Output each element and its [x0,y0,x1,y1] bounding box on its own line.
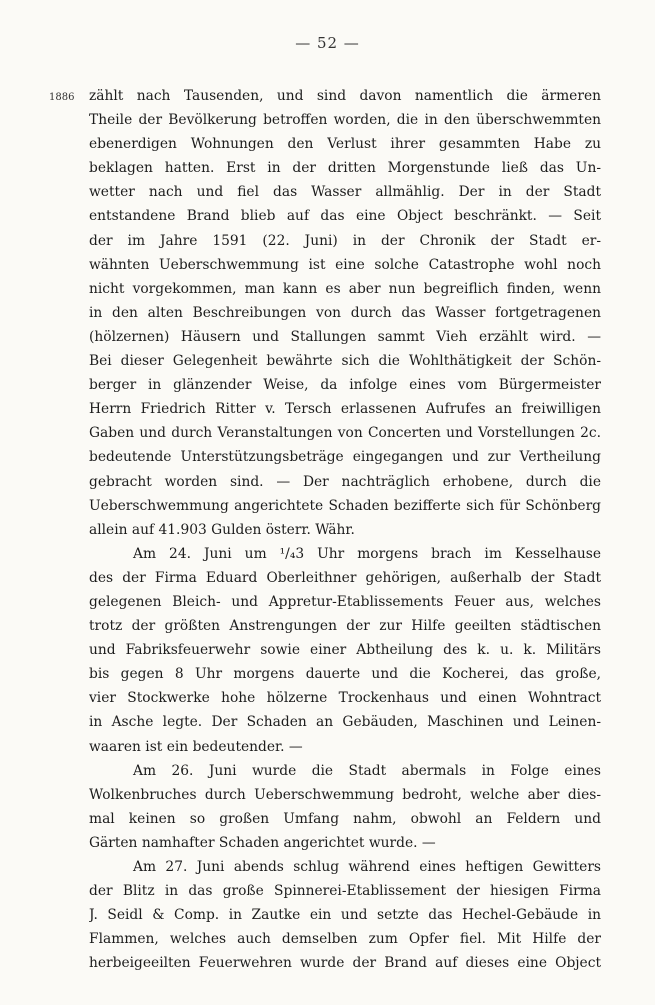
text-line: in Asche legte. Der Schaden an Gebäuden, Maschinen und Leinen- [89,714,601,731]
text-line: allein auf 41.903 Gulden österr. Währ. [89,521,355,538]
text-line: waaren ist ein bedeutender. — [89,738,303,755]
text-line: herbeigeeilten Feuerwehren wurde der Brand auf dieses eine Object [89,955,601,972]
text-line: und Fabriksfeuerwehr sowie einer Abtheilung des k. u. k. Militärs [89,642,601,659]
text-line: Am 27. Juni abends schlug während eines heftigen Gewitters [133,859,601,875]
text-line: der im Jahre 1591 (22. Juni) in der Chronik der Stadt er- [89,232,601,249]
text-line: beklagen hatten. Erst in der dritten Morgenstunde ließ das Un- [89,160,601,177]
text-line: ebenerdigen Wohnungen den Verlust ihrer gesammten Habe zu [89,136,601,153]
text-line: entstandene Brand blieb auf das eine Object beschränkt. — Seit [89,208,601,225]
text-line: Ueberschwemmung angerichtete Schaden bezifferte sich für Schönberg [89,497,601,514]
text-line: vier Stockwerke hohe hölzerne Trockenhaus und einen Wohntract [89,690,601,707]
text-line: Bei dieser Gelegenheit bewährte sich die Wohlthätigkeit der Schön- [89,353,601,370]
text-line: wähnten Ueberschwemmung ist eine solche Catastrophe wohl noch [89,256,601,273]
text-line: Am 26. Juni wurde die Stadt abermals in Folge eines [133,762,601,779]
text-line: Gärten namhafter Schaden angerichtet wurde. — [89,834,436,851]
text-line: Gaben und durch Veranstaltungen von Concerten und Vorstellungen 2c. [89,425,601,442]
text-line: in den alten Beschreibungen von durch das Wasser fortgetragenen [89,304,601,321]
text-line: (hölzernen) Häusern und Stallungen sammt Vieh erzählt wird. — [89,328,601,345]
text-line: nicht vorgekommen, man kann es aber nun begreiflich finden, wenn [89,280,601,297]
text-line: J. Seidl & Comp. in Zautke ein und setzte das Hechel-Gebäude in [89,907,601,924]
text-line: des der Firma Eduard Oberleithner gehörigen, außerhalb der Stadt [89,569,601,586]
text-line: mal keinen so großen Umfang nahm, obwohl an Feldern und [89,810,601,827]
text-line: bis gegen 8 Uhr morgens dauerte und die Kocherei, das große, [89,666,601,683]
text-line: berger in glänzender Weise, da infolge eines vom Bürgermeister [89,377,601,394]
text-line: Wolkenbruches durch Ueberschwemmung bedroht, welche aber dies- [89,786,601,803]
text-line: wetter nach und fiel das Wasser allmählig. Der in der Stadt [89,184,601,201]
text-line: bedeutende Unterstützungsbeträge eingegangen und zur Vertheilung [89,449,601,466]
body-text [89,84,601,975]
text-line: gebracht worden sind. — Der nachträglich erhobene, durch die [89,473,601,490]
margin-year-note: 1886 [49,92,75,103]
text-line: der Blitz in das große Spinnerei-Etablissement der hiesigen Firma [89,883,601,900]
page-number: — 52 — [295,34,360,52]
text-line: gelegenen Bleich- und Appretur-Etablissements Feuer aus, welches [89,593,601,610]
text-line: Flammen, welches auch demselben zum Opfer fiel. Mit Hilfe der [89,931,601,948]
text-line: Am 24. Juni um ¹/₄3 Uhr morgens brach im Kesselhause [133,545,601,562]
text-line: zählt nach Tausenden, und sind davon namentlich die ärmeren [89,88,601,104]
text-line: Herrn Friedrich Ritter v. Tersch erlassenen Aufrufes an freiwilligen [89,401,601,418]
text-line: trotz der größten Anstrengungen der zur Hilfe geeilten städtischen [89,618,601,635]
text-line: Theile der Bevölkerung betroffen worden, die in den überschwemmten [89,112,601,129]
